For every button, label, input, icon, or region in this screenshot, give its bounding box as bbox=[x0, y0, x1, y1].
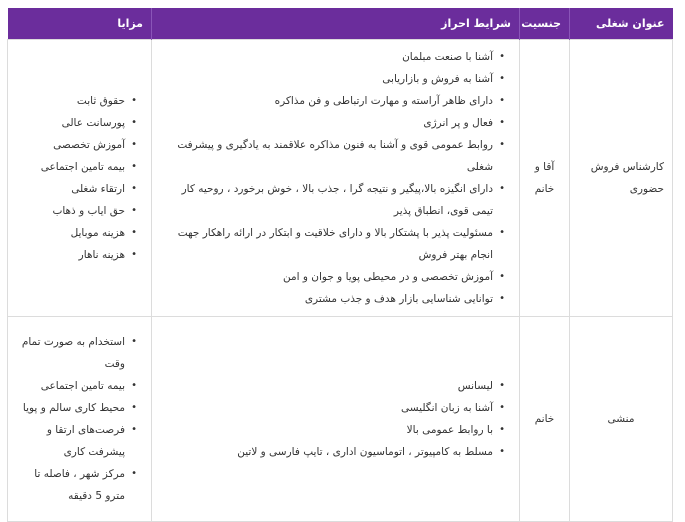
list-item: • حق ایاب و ذهاب bbox=[16, 200, 125, 222]
benefits-list bbox=[16, 331, 143, 507]
list-item: • هزینه ناهار bbox=[16, 244, 125, 266]
list-item: • فعال و پر انرژی bbox=[160, 112, 493, 134]
list-item: • لیسانس bbox=[160, 375, 493, 397]
table-row bbox=[8, 317, 673, 522]
list-item: • استخدام به صورت تمام وقت bbox=[16, 331, 125, 375]
list-item: • هزینه موبایل bbox=[16, 222, 125, 244]
list-item: • آموزش تخصصی bbox=[16, 134, 125, 156]
list-item: • فرصت‌های ارتقا و پیشرفت کاری bbox=[16, 419, 125, 463]
list-item: • توانایی شناسایی بازار هدف و جذب مشتری bbox=[160, 288, 493, 310]
list-item: • محیط کاری سالم و پویا bbox=[16, 397, 125, 419]
list-item: • ارتقاء شغلی bbox=[16, 178, 125, 200]
list-item: • مسئولیت پذیر با پشتکار بالا و دارای خلاقیت و ابتکار در ارائه راهکار جهت انجام بهتر فروش bbox=[160, 222, 493, 266]
job-title-cell: منشی bbox=[570, 317, 673, 522]
benefits-cell bbox=[8, 317, 152, 522]
list-item: • بیمه تامین اجتماعی bbox=[16, 156, 125, 178]
table-header-row bbox=[8, 8, 673, 40]
list-item: • پورسانت عالی bbox=[16, 112, 125, 134]
list-item: • آشنا با صنعت مبلمان bbox=[160, 46, 493, 68]
header-requirements: شرایط احراز bbox=[152, 8, 520, 40]
list-item: • دارای ظاهر آراسته و مهارت ارتباطی و فن مذاکره bbox=[160, 90, 493, 112]
gender-cell: آقا و خانم bbox=[520, 40, 570, 317]
gender-cell: خانم bbox=[520, 317, 570, 522]
list-item: • دارای انگیزه بالا،پیگیر و نتیجه گرا ، جذب بالا ، خوش برخورد ، روحیه کار تیمی قوی، انطباق پذیر bbox=[160, 178, 493, 222]
list-item: • آموزش تخصصی و در محیطی پویا و جوان و امن bbox=[160, 266, 493, 288]
list-item: • حقوق ثابت bbox=[16, 90, 125, 112]
job-title-cell: کارشناس فروش حضوری bbox=[570, 40, 673, 317]
list-item: • با روابط عمومی بالا bbox=[160, 419, 493, 441]
requirements-cell bbox=[152, 40, 520, 317]
list-item: • روابط عمومی قوی و آشنا به فنون مذاکره علاقمند به یادگیری و پیشرفت شغلی bbox=[160, 134, 493, 178]
benefits-list bbox=[16, 90, 143, 266]
list-item: • بیمه تامین اجتماعی bbox=[16, 375, 125, 397]
requirements-list bbox=[160, 46, 511, 310]
header-benefits: مزایا bbox=[8, 8, 152, 40]
benefits-cell bbox=[8, 40, 152, 317]
list-item: • مسلط به کامپیوتر ، اتوماسیون اداری ، تایپ فارسی و لاتین bbox=[160, 441, 493, 463]
list-item: • آشنا به زبان انگلیسی bbox=[160, 397, 493, 419]
requirements-list bbox=[160, 375, 511, 463]
requirements-cell bbox=[152, 317, 520, 522]
jobs-table-container bbox=[7, 8, 672, 522]
header-job-title: عنوان شغلی bbox=[570, 8, 673, 40]
header-gender: جنسیت bbox=[520, 8, 570, 40]
list-item: • مرکز شهر ، فاصله تا مترو 5 دقیقه bbox=[16, 463, 125, 507]
table-row bbox=[8, 40, 673, 317]
list-item: • آشنا به فروش و بازاریابی bbox=[160, 68, 493, 90]
jobs-table bbox=[7, 8, 673, 522]
